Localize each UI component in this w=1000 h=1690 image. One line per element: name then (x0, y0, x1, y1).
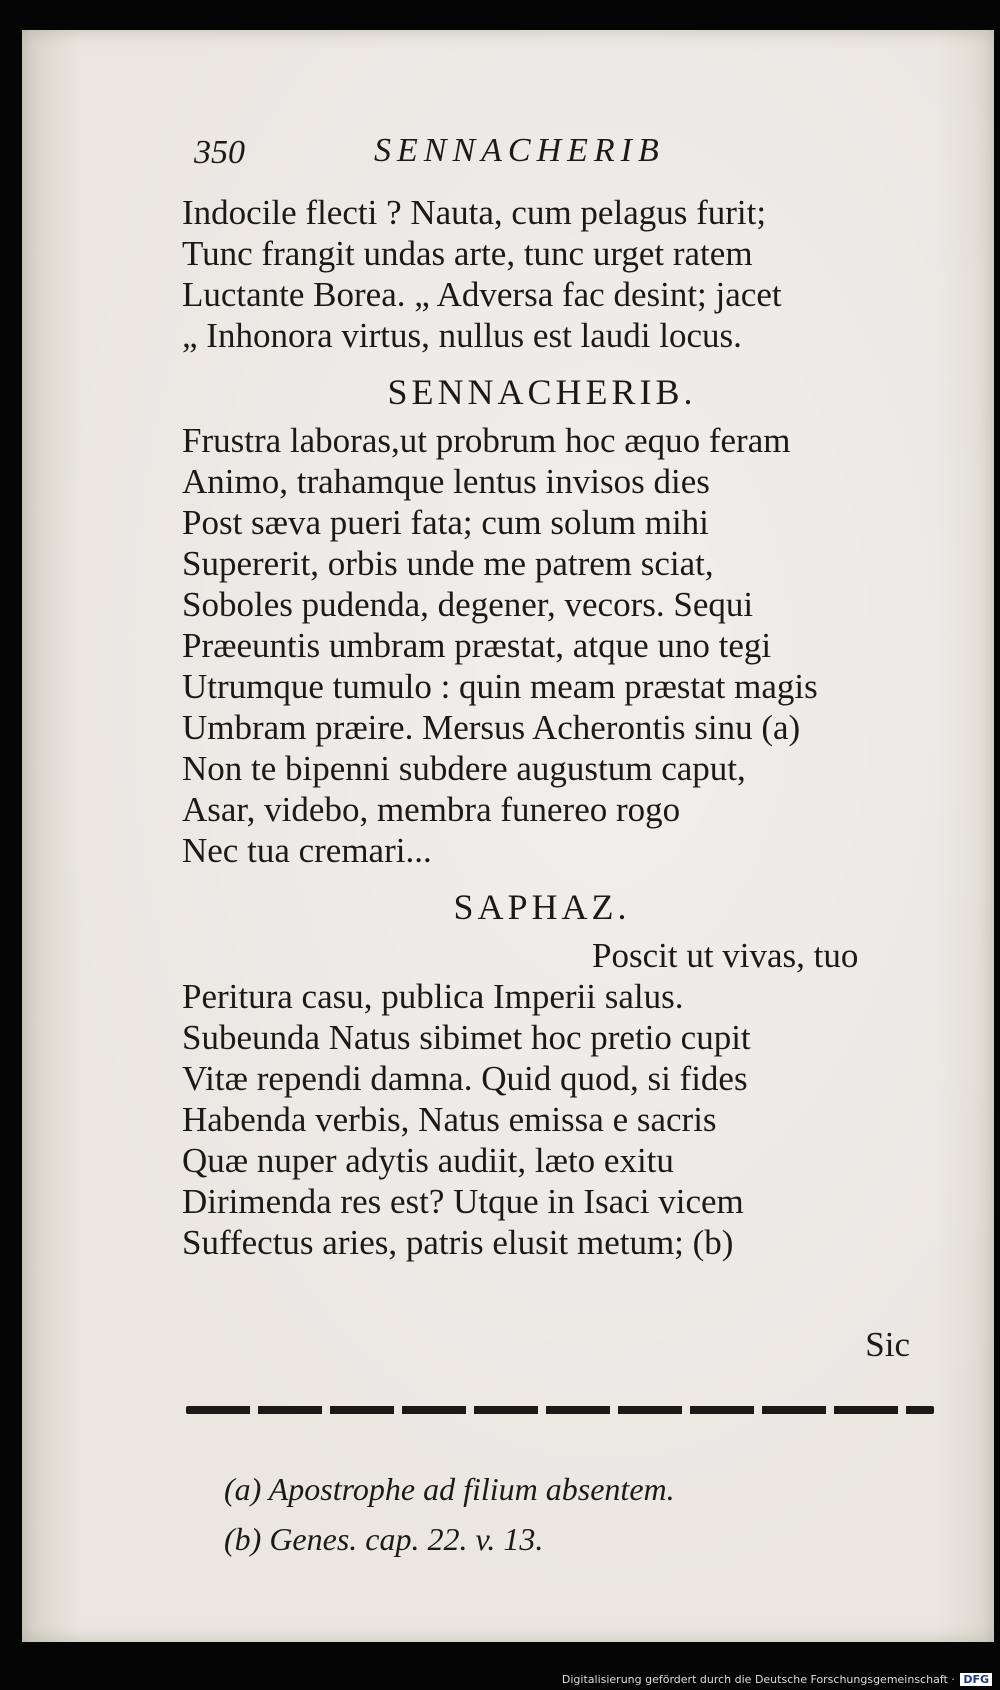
book-page (22, 30, 994, 1642)
verse-line: Indocile flecti ? Nauta, cum pelagus furit; (182, 193, 767, 232)
verse-line: Soboles pudenda, degener, vecors. Sequi (182, 585, 754, 624)
footnotes (224, 1464, 675, 1564)
digitization-credit (562, 1673, 992, 1686)
footnote-b: (b) Genes. cap. 22. v. 13. (224, 1521, 544, 1557)
verse-line: Non te bipenni subdere augustum caput, (182, 749, 746, 788)
verse-line: Suffectus aries, patris elusit metum; (b) (182, 1223, 734, 1262)
verse-text-block (182, 192, 942, 1263)
speaker-heading: SAPHAZ. (453, 887, 631, 927)
verse-line: Tunc frangit undas arte, tunc urget ratem (182, 234, 753, 273)
verse-line: Animo, trahamque lentus invisos dies (182, 462, 710, 501)
credit-text: Digitalisierung gefördert durch die Deutsche Forschungsgemeinschaft · (561, 1673, 955, 1686)
verse-line: Præeuntis umbram præstat, atque uno tegi (182, 626, 772, 665)
verse-line: Habenda verbis, Natus emissa e sacris (182, 1100, 717, 1139)
footnote-a: (a) Apostrophe ad filium absentem. (224, 1471, 675, 1507)
running-head (22, 128, 994, 178)
catchword: Sic (865, 1325, 910, 1364)
running-head-title: SENNACHERIB (374, 132, 665, 169)
verse-line: Frustra laboras,ut probrum hoc æquo feram (182, 421, 791, 460)
verse-line: Supererit, orbis unde me patrem sciat, (182, 544, 714, 583)
verse-line: Nec tua cremari... (182, 831, 432, 870)
dfg-logo: DFG (960, 1673, 992, 1686)
verse-line: Dirimenda res est? Utque in Isaci vicem (182, 1182, 744, 1221)
verse-line: Asar, videbo, membra funereo rogo (182, 790, 681, 829)
verse-line: Quæ nuper adytis audiit, læto exitu (182, 1141, 674, 1180)
verse-line: Luctante Borea. „ Adversa fac desint; jacet (182, 275, 782, 314)
verse-line: Peritura casu, publica Imperii salus. (182, 977, 684, 1016)
footnote-separator-rule (186, 1406, 934, 1414)
verse-line: Umbram præire. Mersus Acherontis sinu (a) (182, 708, 801, 747)
verse-line: Vitæ rependi damna. Quid quod, si fides (182, 1059, 748, 1098)
speaker-heading: SENNACHERIB. (387, 372, 697, 412)
verse-line: Poscit ut vivas, tuo (592, 936, 859, 975)
verse-line: Post sæva pueri fata; cum solum mihi (182, 503, 709, 542)
verse-line: Subeunda Natus sibimet hoc pretio cupit (182, 1018, 751, 1057)
verse-line: Utrumque tumulo : quin meam præstat magis (182, 667, 818, 706)
verse-line: „ Inhonora virtus, nullus est laudi locus. (182, 316, 742, 355)
page-number: 350 (194, 134, 245, 171)
